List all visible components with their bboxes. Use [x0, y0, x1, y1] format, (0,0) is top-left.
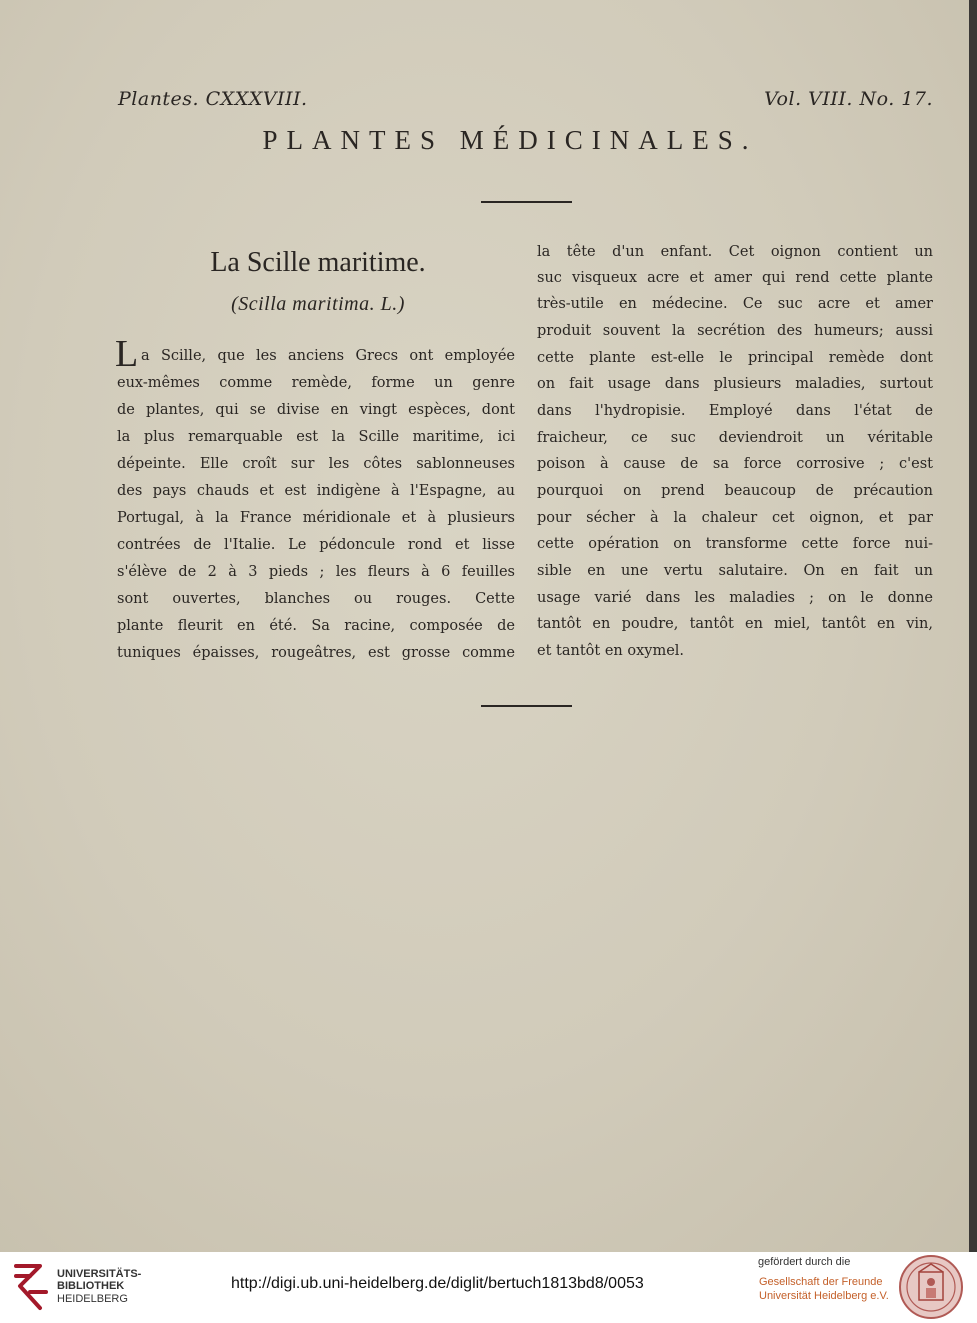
library-name-line1: UNIVERSITÄTS-: [57, 1268, 142, 1280]
source-url-link[interactable]: http://digi.ub.uni-heidelberg.de/diglit/bertuch1813bd8/0053: [231, 1275, 644, 1292]
text-line: a Scille, que les anciens Grecs ont employée: [141, 348, 515, 364]
volume-number: Vol. VIII. No. 17.: [764, 88, 933, 110]
text-line: produit souvent la secrétion des humeurs; aussi: [537, 323, 933, 339]
section-title: PLANTES MÉDICINALES.: [262, 125, 758, 155]
divider-bottom: [481, 705, 572, 707]
library-name: [57, 1268, 141, 1292]
text-line: sible en une vertu salutaire. On en fait un: [537, 563, 933, 579]
text-line: poison à cause de sa force corrosive ; c'est: [537, 456, 933, 472]
text-line: très-utile en médecine. Ce suc acre et amer: [537, 296, 933, 312]
footer-bar: [0, 1252, 977, 1323]
text-line: on fait usage dans plusieurs maladies, surtout: [537, 376, 933, 392]
text-line: la plus remarquable est la Scille maritime, ici: [117, 429, 515, 445]
drop-cap: L: [115, 333, 139, 375]
page-edge: [969, 0, 977, 1252]
text-line: de plantes, qui se divise en vingt espèces, dont: [117, 402, 515, 418]
text-line: fraicheur, ce suc deviendroit un véritable: [537, 430, 933, 446]
divider-top: [481, 201, 572, 203]
text-line: suc visqueux acre et amer qui rend cette plante: [537, 270, 933, 286]
text-line: tuniques épaisses, rougeâtres, est grosse comme: [117, 645, 515, 661]
sponsor-name-line1: Gesellschaft der Freunde: [759, 1276, 883, 1288]
text-line: eux-mêmes comme remède, forme un genre: [117, 375, 515, 391]
text-line: Portugal, à la France méridionale et à plusieurs: [117, 510, 515, 526]
text-line: cette opération on transforme cette force nui-: [537, 536, 933, 552]
library-name-line2: BIBLIOTHEK: [57, 1280, 125, 1292]
library-logo-icon: [10, 1262, 50, 1312]
text-line: tantôt en poudre, tantôt en miel, tantôt en vin,: [537, 616, 933, 632]
text-line: usage varié dans les maladies ; on le donne: [537, 590, 933, 606]
text-line: dépeinte. Elle croît sur les côtes sablonneuses: [117, 456, 515, 472]
sponsor-name-line2: Universität Heidelberg e.V.: [759, 1290, 889, 1302]
text-line: la tête d'un enfant. Cet oignon contient un: [537, 244, 933, 260]
text-line: cette plante est-elle le principal remède dont: [537, 350, 933, 366]
text-line: et tantôt en oxymel.: [537, 643, 685, 659]
article-title: La Scille maritime.: [210, 247, 426, 278]
library-city: HEIDELBERG: [57, 1293, 128, 1305]
text-line: contrées de l'Italie. Le pédoncule rond et lisse: [117, 537, 515, 553]
article-subtitle: (Scilla maritima. L.): [231, 293, 405, 315]
text-line: dans l'hydropisie. Employé dans l'état de: [537, 403, 933, 419]
text-line: s'élève de 2 à 3 pieds ; les fleurs à 6 feuilles: [117, 564, 515, 580]
university-seal-icon: [898, 1254, 964, 1320]
text-line: plante fleurit en été. Sa racine, composée de: [117, 618, 515, 634]
sponsor-label: gefördert durch die: [758, 1256, 851, 1268]
text-line: sont ouvertes, blanches ou rouges. Cette: [117, 591, 515, 607]
text-line: pour sécher à la chaleur cet oignon, et par: [537, 510, 933, 526]
text-line: pourquoi on prend beaucoup de précaution: [537, 483, 933, 499]
text-line: des pays chauds et est indigène à l'Espagne, au: [117, 483, 515, 499]
plate-number: Plantes. CXXXVIII.: [118, 88, 308, 110]
